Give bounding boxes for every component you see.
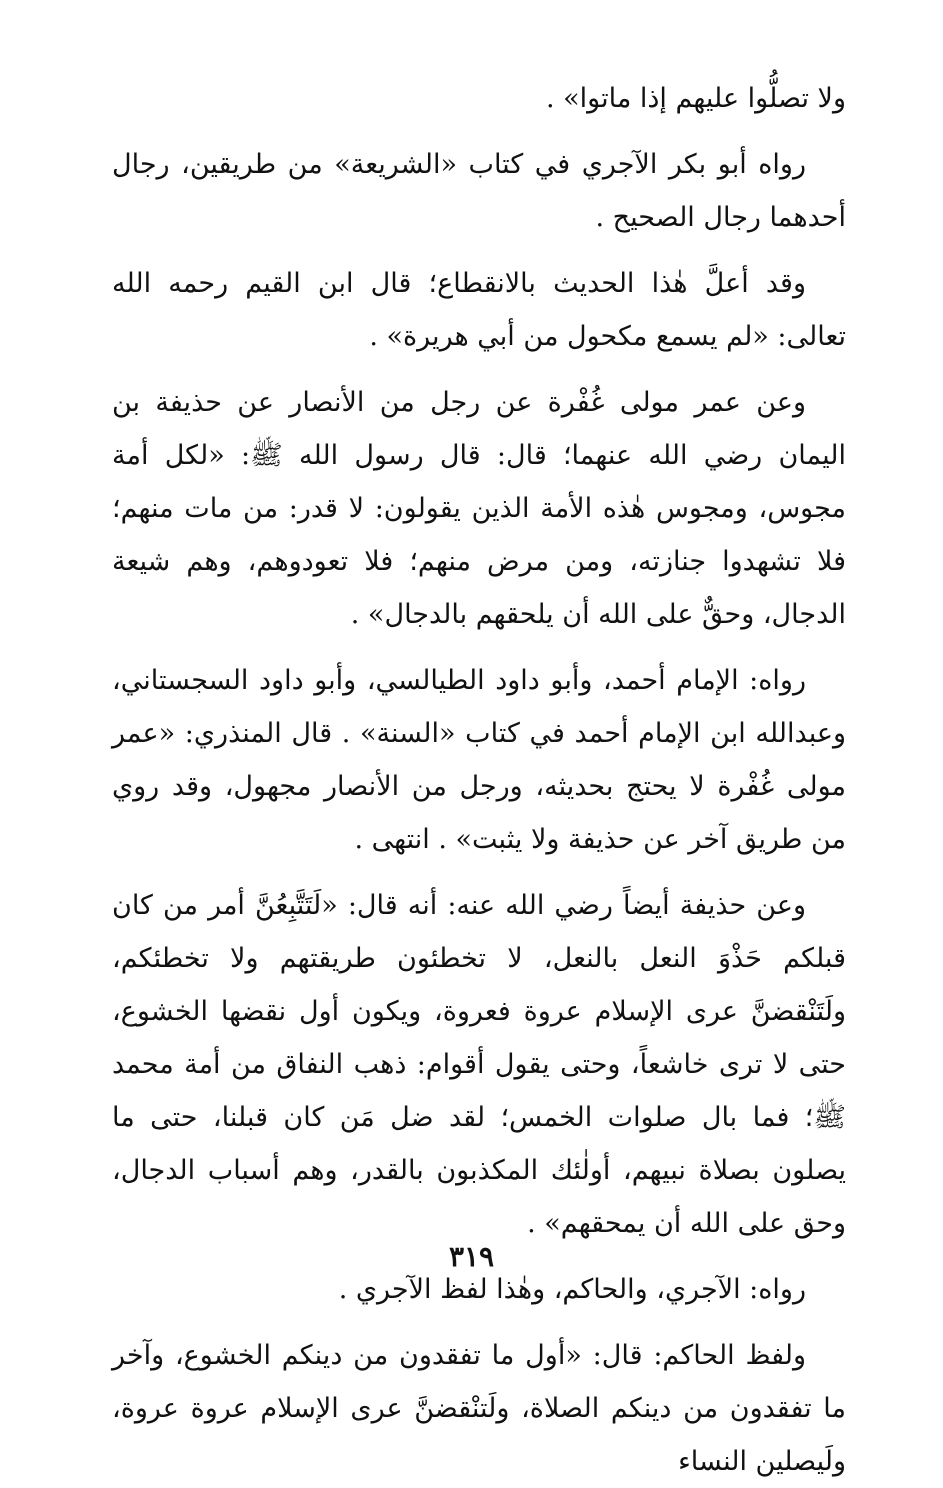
paragraph-5: رواه: الإمام أحمد، وأبو داود الطيالسي، وأبو داود السجستاني، وعبدالله ابن الإمام أحمد في كتاب «السنة» . قال المنذري: «عمر مولى غُفْرة لا يحتج بحديثه، ورجل من الأنصار مجهول، وقد روي من طريق آخر عن حذيفة ولا يثبت» . انتهى . [112,665,846,855]
paragraph-6: وعن حذيفة أيضاً رضي الله عنه: أنه قال: «لَتَتَّبِعُنَّ أمر من كان قبلكم حَذْوَ النعل بالنعل، لا تخطئون طريقتهم ولا تخطئكم، ولَتَنْقضنَّ عرى الإسلام عروة فعروة، ويكون أول نقضها الخشوع، حتى لا ترى خاشعاً، وحتى يقول أقوام: ذهب النفاق من أمة محمد ﷺ؛ فما بال صلوات الخمس؛ لقد ضل مَن كان قبلنا، حتى ما يصلون بصلاة نبيهم، أولٰئك المكذبون بالقدر، وهم أسباب الدجال، وحق على الله أن يمحقهم» . [112,890,846,1239]
page-number: ٣١٩ [448,1240,495,1273]
paragraph-3: وقد أعلَّ هٰذا الحديث بالانقطاع؛ قال ابن القيم رحمه الله تعالى: «لم يسمع مكحول من أبي هريرة» . [112,268,846,352]
paragraph-8: ولفظ الحاكم: قال: «أول ما تفقدون من دينكم الخشوع، وآخر ما تفقدون من دينكم الصلاة، ولَتنْقضنَّ عرى الإسلام عروة عروة، ولَيصلين النساء [112,1340,846,1477]
paragraph-2: رواه أبو بكر الآجري في كتاب «الشريعة» من طريقين، رجال أحدهما رجال الصحيح . [112,149,846,233]
paragraph-1: ولا تصلُّوا عليهم إذا ماتوا» . [545,83,846,114]
paragraph-7: رواه: الآجري، والحاكم، وهٰذا لفظ الآجري . [338,1274,806,1305]
paragraph-4: وعن عمر مولى غُفْرة عن رجل من الأنصار عن حذيفة بن اليمان رضي الله عنهما؛ قال: قال رسول الله ﷺ: «لكل أمة مجوس، ومجوس هٰذه الأمة الذين يقولون: لا قدر: من مات منهم؛ فلا تشهدوا جنازته، ومن مرض منهم؛ فلا تعودوهم، وهم شيعة الدجال، وحقٌّ على الله أن يلحقهم بالدجال» . [112,387,846,630]
